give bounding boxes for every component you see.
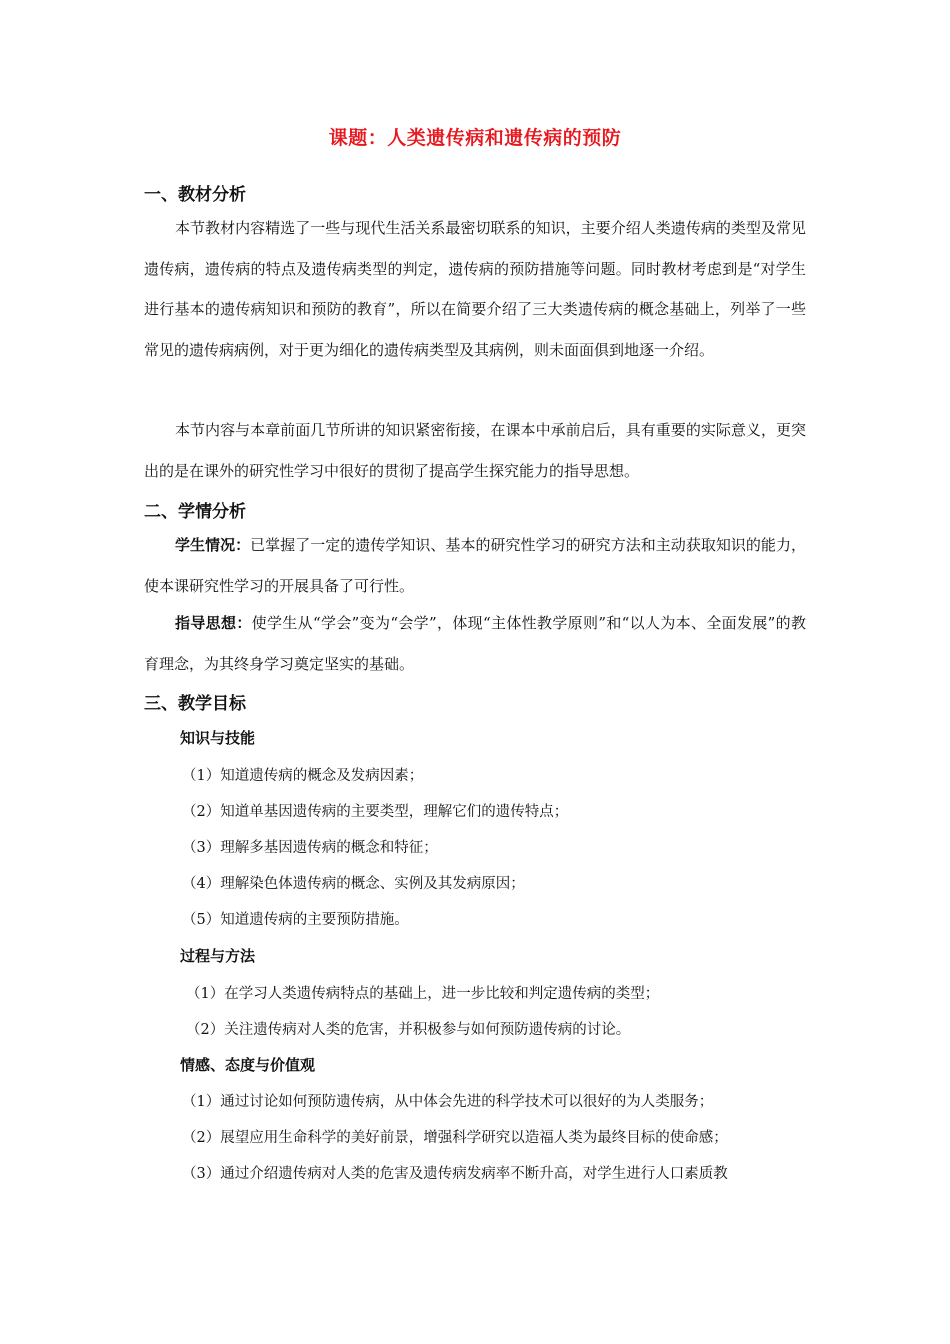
guiding-idea-paragraph <box>144 603 806 684</box>
section-heading-student-analysis: 二、学情分析 <box>144 502 246 522</box>
goal-item: （4）理解染色体遗传病的概念、实例及其发病原因； <box>182 876 525 892</box>
student-situation-text: 已掌握了一定的遗传学知识、基本的研究性学习的研究方法和主动获取知识的能力，使本课研究性学习的开展具备了可行性。 <box>144 536 806 595</box>
goal-group-title-knowledge: 知识与技能 <box>180 729 256 747</box>
guiding-idea-label: 指导思想： <box>175 614 252 632</box>
textbook-analysis-paragraph-1: 本节教材内容精选了一些与现代生活关系最密切联系的知识，主要介绍人类遗传病的类型及常见遗传病，遗传病的特点及遗传病类型的判定，遗传病的预防措施等问题。同时教材考虑到是“对学生进行基本的遗传病知识和预防的教育”，所以在简要介绍了三大类遗传病的概念基础上，列举了一些常见的遗传病病例，对于更为细化的遗传病类型及其病例，则未面面俱到地逐一介绍。 <box>144 219 806 359</box>
guiding-idea-text: 使学生从“学会”变为“会学”，体现“主体性教学原则”和“以人为本、全面发展”的教育理念，为其终身学习奠定坚实的基础。 <box>144 614 806 673</box>
section-heading-teaching-goals: 三、教学目标 <box>144 694 246 714</box>
student-situation-paragraph <box>144 525 806 606</box>
goal-item: （3）通过介绍遗传病对人类的危害及遗传病发病率不断升高，对学生进行人口素质教 <box>182 1166 728 1182</box>
goal-group-title-values: 情感、态度与价值观 <box>180 1056 316 1074</box>
goal-item: （3）理解多基因遗传病的概念和特征； <box>182 840 438 856</box>
goal-item: （1）通过讨论如何预防遗传病，从中体会先进的科学技术可以很好的为人类服务； <box>182 1094 714 1110</box>
goal-item: （5）知道遗传病的主要预防措施。 <box>182 912 409 928</box>
textbook-analysis-paragraph-2: 本节内容与本章前面几节所讲的知识紧密衔接，在课本中承前启后，具有重要的实际意义，更突出的是在课外的研究性学习中很好的贯彻了提高学生探究能力的指导思想。 <box>144 421 806 480</box>
goal-item: （2）知道单基因遗传病的主要类型，理解它们的遗传特点； <box>182 804 569 820</box>
goal-item: （1）知道遗传病的概念及发病因素； <box>182 768 424 784</box>
document-title: 课题：人类遗传病和遗传病的预防 <box>328 127 622 149</box>
student-situation-label: 学生情况： <box>175 536 251 554</box>
goal-group-title-process: 过程与方法 <box>180 947 256 965</box>
section-heading-textbook-analysis: 一、教材分析 <box>144 185 246 205</box>
goal-item: （2）关注遗传病对人类的危害，并积极参与如何预防遗传病的讨论。 <box>186 1022 631 1038</box>
goal-item: （1）在学习人类遗传病特点的基础上，进一步比较和判定遗传病的类型； <box>186 986 660 1002</box>
goal-item: （2）展望应用生命科学的美好前景，增强科学研究以造福人类为最终目标的使命感； <box>182 1130 728 1146</box>
